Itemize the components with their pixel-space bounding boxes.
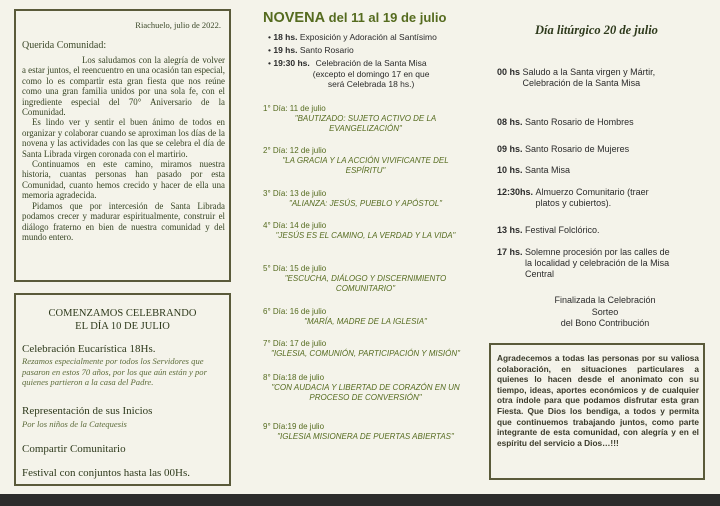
liturgical-item [497,165,570,176]
novena-day [263,339,468,359]
bottom-shadow [0,494,720,506]
celebration-heading: COMENZAMOS CELEBRANDO [48,308,197,319]
schedule-text: Santo Rosario [299,45,354,55]
liturgical-day-title: Día litúrgico 20 de julio [535,23,658,37]
letter-paragraph: Los saludamos con la alegría de volver a estar juntos, el reencuentro en una ocasión tan especial, como lo es compartir esta gran fiesta que nos reúne como una gran familia unidos por una sola fe, con el ingrediente especial del 70° Aniversario de la Comunidad. [22,55,225,118]
day-label: 2° Día: 12 de julio [263,146,327,155]
day-label: 1° Día: 11 de julio [263,104,326,113]
letter-date: Riachuelo, julio de 2022. [135,20,221,30]
letter-paragraph: Continuamos en este camino, miramos nuestra historia, cuantas personas han pasado por esta Comunidad, cuanto hemos crecido y hacer de ella una memoria agradecida. [22,159,225,201]
liturgical-text: Festival Folclórico. [525,225,600,235]
thanks-text: Agradecemos a todas las personas por su valiosa colaboración, en situaciones particulares a quienes lo hacen desde el anonimato con su tiempo, ideas, aportes económicos y de cualquier otra índole para que podamos disfrutar esta gran Fiesta. Que Dios los bendiga, a todos y permita que continuemos trabajando juntos, como parte integrante de esta comunidad, con alegría y en el espíritu del servicio a Dios…!!! [497,353,699,448]
novena-day [263,422,468,442]
thanks-box [489,343,705,480]
novena-day [263,104,468,134]
novena-day [263,373,468,403]
novena-day [263,221,468,241]
schedule-item: • 19:30 hs. Celebración de la Santa Misa (excepto el domingo 17 en que será Celebrada 18 hs.) [268,58,430,89]
schedule-text: Celebración de la Santa Misa (excepto el domingo 17 en que será Celebrada 18 hs.) [312,58,430,89]
novena-day [263,189,468,209]
liturgical-item [497,67,673,89]
final-line: Finalizada la Celebración [554,295,656,305]
day-theme: "JESÚS ES EL CAMINO, LA VERDAD Y LA VIDA" [275,231,456,240]
representacion-item: Representación de sus Inicios [22,405,153,417]
liturgical-item [497,187,666,209]
novena-title [263,10,446,26]
liturgical-text: Santo Rosario de Mujeres [525,144,630,154]
schedule-time: 19 hs. [273,45,298,55]
day-theme: "IGLESIA MISIONERA DE PUERTAS ABIERTAS" [277,432,454,441]
letter-paragraph: Pidamos que por intercesión de Santa Librada podamos crecer y madurar espiritualmente, construir el diálogo fraterno en bien de nuestra comunidad y del mundo entero. [22,200,225,242]
festival-item: Festival con conjuntos hasta las 00Hs. [22,467,191,479]
liturgical-time: 10 hs. [497,165,523,175]
day-label: 5° Día: 15 de julio [263,264,327,273]
day-label: 8° Día:18 de julio [263,373,325,382]
day-label: 7° Día: 17 de julio [263,339,327,348]
schedule-item: • 18 hs. Exposición y Adoración al Santísimo [268,32,437,42]
celebration-date-heading: EL DÍA 10 DE JULIO [75,321,170,332]
novena-title-word: NOVENA [263,10,326,26]
letter-paragraph: Es lindo ver y sentir el buen ánimo de todos en organizar y colaborar cuando se aproximan los días de la novena y las actividades con las que se celebra el día de Santa Librada virgen coronada con el martirio. [22,117,225,159]
letter-box [14,9,231,282]
day-label: 3° Día: 13 de julio [263,189,327,198]
compartir-item: Compartir Comunitario [22,443,126,455]
liturgical-item [497,225,600,236]
liturgical-text: Almuerzo Comunitario (traer platos y cubiertos). [535,187,649,208]
day-theme: "ALIANZA: JESÚS, PUEBLO Y APÓSTOL" [289,199,442,208]
letter-greeting: Querida Comunidad: [22,40,107,51]
liturgical-time: 12:30hs. [497,187,534,197]
novena-title-dates: del 11 al 19 de julio [328,10,447,25]
day-theme: "LA GRACIA Y LA ACCIÓN VIVIFICANTE DEL ESPÍRITU" [282,156,449,175]
letter-body [22,55,225,242]
schedule-time: 19:30 hs. [273,58,310,68]
liturgical-time: 13 hs. [497,225,523,235]
liturgical-text: Santo Rosario de Hombres [525,117,634,127]
novena-day [263,264,468,294]
liturgical-time: 17 hs. [497,247,523,257]
schedule-text: Exposición y Adoración al Santísimo [299,32,437,42]
day-theme: "CON AUDACIA Y LIBERTAD DE CORAZÓN EN UN PROCESO DE CONVERSIÓN" [271,383,460,402]
schedule-item: • 19 hs. Santo Rosario [268,45,354,55]
eucaristia-note: Rezamos especialmente por todos los Servidores que pasaron en estos 70 años, por los que aún están y por quienes partieron a la casa del Padre. [22,356,207,388]
liturgical-item [497,144,629,155]
final-line: Sorteo [591,306,619,317]
liturgical-item [497,117,634,128]
day-label: 6° Día: 16 de julio [263,307,327,316]
novena-day [263,146,468,176]
celebration-box [14,293,231,486]
day-theme: "BAUTIZADO: SUJETO ACTIVO DE LA EVANGELIZACIÓN" [294,114,437,133]
day-theme: "ESCUCHA, DIÁLOGO Y DISCERNIMIENTO COMUNITARIO" [284,274,447,293]
liturgical-time: 00 hs [497,67,521,77]
liturgical-text: Saludo a la Santa virgen y Mártir, Celebración de la Santa Misa [522,67,656,88]
liturgical-time: 08 hs. [497,117,523,127]
day-label: 9° Día:19 de julio [263,422,325,431]
eucaristia-item: Celebración Eucarística 18Hs. [22,343,156,355]
liturgical-text: Solemne procesión por las calles de la localidad y celebración de la Misa Central [525,247,670,279]
day-theme: "MARÍA, MADRE DE LA IGLESIA" [304,317,427,326]
final-line: del Bono Contribución [560,318,650,328]
liturgical-item [497,247,675,280]
day-theme: "IGLESIA, COMUNIÓN, PARTICIPACIÓN Y MISIÓN" [271,349,460,358]
liturgical-text: Santa Misa [525,165,571,175]
liturgical-time: 09 hs. [497,144,523,154]
final-note [520,295,690,330]
day-label: 4° Día: 14 de julio [263,221,327,230]
representacion-note: Por los niños de la Catequesis [22,419,127,429]
novena-day [263,307,468,327]
schedule-time: 18 hs. [273,32,298,42]
